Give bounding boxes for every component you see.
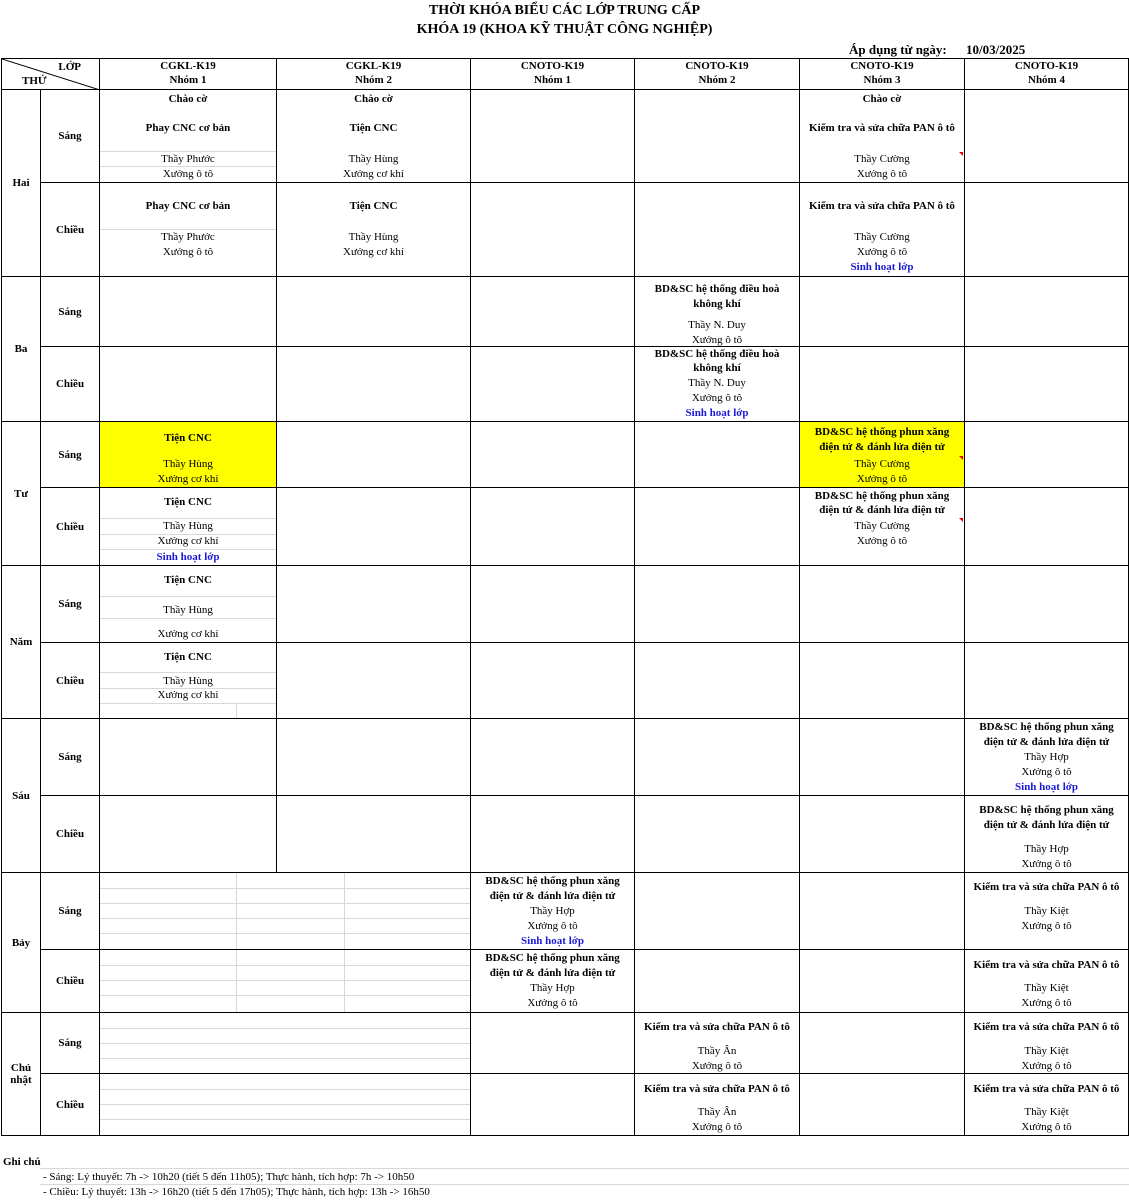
- slot-sau-chieu-cnoto3: [800, 796, 965, 873]
- corner-header: [2, 59, 100, 90]
- col-header-3: CNOTO-K19 Nhóm 1: [471, 59, 635, 90]
- slot-hai-sang-cgkl2: Chào cờ Tiện CNC Thầy Hùng Xưởng cơ khí: [277, 90, 471, 183]
- col-header-5: CNOTO-K19 Nhóm 3: [800, 59, 965, 90]
- slot-ba-sang-cnoto3: [800, 277, 965, 347]
- slot-cn-sang-cnoto1: [471, 1013, 635, 1074]
- slot-nam-chieu-cnoto3: [800, 643, 965, 719]
- slot-hai-chieu-cgkl2: Tiện CNC Thầy Hùng Xưởng cơ khí: [277, 183, 471, 277]
- apply-date-label: Áp dụng từ ngày:: [849, 42, 947, 57]
- slot-tu-chieu-cnoto4: [965, 488, 1129, 566]
- slot-nam-sang-cgkl2: [277, 566, 471, 643]
- slot-sau-chieu-cnoto4: BD&SC hệ thống phun xăng điện tử & đánh lửa điện tử Thầy Hợp Xưởng ô tô: [965, 796, 1129, 873]
- col-header-1: CGKL-K19 Nhóm 1: [100, 59, 277, 90]
- slot-bay-chieu-cnoto3: [800, 950, 965, 1013]
- col-header-4: CNOTO-K19 Nhóm 2: [635, 59, 800, 90]
- slot-tu-chieu-cgkl1: Tiện CNC Thầy Hùng Xưởng cơ khí Sinh hoạt lớp: [100, 488, 277, 566]
- notes-label: Ghi chú: [3, 1156, 41, 1168]
- schedule-title: THỜI KHÓA BIỂU CÁC LỚP TRUNG CẤP: [428, 3, 701, 18]
- slot-sau-sang-cnoto2: [635, 719, 800, 796]
- slot-bay-chieu-cnoto2: [635, 950, 800, 1013]
- slot-bay-chieu-cnoto4: Kiểm tra và sửa chữa PAN ô tô Thầy Kiệt Xưởng ô tô: [965, 950, 1129, 1013]
- slot-sau-chieu-cgkl1: [100, 796, 277, 873]
- timetable: [1, 58, 1129, 1136]
- col-header-2: CGKL-K19 Nhóm 2: [277, 59, 471, 90]
- slot-sau-sang-cnoto1: [471, 719, 635, 796]
- session-afternoon: Chiều: [41, 643, 100, 719]
- slot-tu-chieu-cnoto1: [471, 488, 635, 566]
- slot-ba-chieu-cnoto2: BD&SC hệ thống điều hoà không khí Thầy N. Duy Xưởng ô tô Sinh hoạt lớp: [635, 347, 800, 422]
- day-bay: Bảy: [2, 873, 41, 1013]
- slot-cn-sang-cnoto4: Kiểm tra và sửa chữa PAN ô tô Thầy Kiệt Xưởng ô tô: [965, 1013, 1129, 1074]
- slot-ba-sang-cgkl2: [277, 277, 471, 347]
- slot-bay-sang-cnoto3: [800, 873, 965, 950]
- slot-cn-chieu-cgkl: [100, 1074, 471, 1136]
- slot-hai-chieu-cnoto4: [965, 183, 1129, 277]
- session-morning: Sáng: [41, 90, 100, 183]
- slot-tu-chieu-cnoto2: [635, 488, 800, 566]
- slot-ba-sang-cnoto1: [471, 277, 635, 347]
- session-morning: Sáng: [41, 873, 100, 950]
- slot-hai-sang-cnoto4: [965, 90, 1129, 183]
- slot-hai-chieu-cnoto3: Kiểm tra và sửa chữa PAN ô tô Thầy Cường Xưởng ô tô Sinh hoạt lớp: [800, 183, 965, 277]
- session-morning: Sáng: [41, 277, 100, 347]
- slot-nam-chieu-cgkl1: Tiện CNC Thầy Hùng Xưởng cơ khí: [100, 643, 277, 719]
- slot-sau-sang-cgkl1: [100, 719, 277, 796]
- slot-nam-sang-cnoto1: [471, 566, 635, 643]
- slot-sau-sang-cnoto4: BD&SC hệ thống phun xăng điện tử & đánh lửa điện tử Thầy Hợp Xưởng ô tô Sinh hoạt lớp: [965, 719, 1129, 796]
- note-afternoon: - Chiều: Lý thuyết: 13h -> 16h20 (tiết 5 đến 17h05); Thực hành, tích hợp: 13h -> 16h50: [43, 1186, 430, 1198]
- session-afternoon: Chiều: [41, 347, 100, 422]
- slot-cn-sang-cgkl: [100, 1013, 471, 1074]
- comment-marker: [959, 518, 963, 522]
- slot-tu-sang-cgkl1: Tiện CNC Thầy Hùng Xưởng cơ khí: [100, 422, 277, 488]
- slot-sau-sang-cgkl2: [277, 719, 471, 796]
- comment-marker: [959, 152, 963, 156]
- slot-hai-sang-cnoto3: Chào cờ Kiểm tra và sửa chữa PAN ô tô Thầy Cường Xưởng ô tô: [800, 90, 965, 183]
- slot-tu-sang-cgkl2: [277, 422, 471, 488]
- slot-tu-chieu-cgkl2: [277, 488, 471, 566]
- slot-tu-sang-cnoto1: [471, 422, 635, 488]
- slot-hai-sang-cnoto1: [471, 90, 635, 183]
- corner-lop: LỚP: [58, 61, 81, 73]
- slot-tu-chieu-cnoto3: BD&SC hệ thống phun xăng điện tử & đánh lửa điện tử Thầy Cường Xưởng ô tô: [800, 488, 965, 566]
- slot-hai-sang-cnoto2: [635, 90, 800, 183]
- session-morning: Sáng: [41, 719, 100, 796]
- slot-nam-sang-cnoto2: [635, 566, 800, 643]
- comment-marker: [959, 456, 963, 460]
- slot-cn-chieu-cnoto4: Kiểm tra và sửa chữa PAN ô tô Thầy Kiệt Xưởng ô tô: [965, 1074, 1129, 1136]
- notes-divider: [40, 1184, 1129, 1185]
- slot-ba-sang-cnoto4: [965, 277, 1129, 347]
- note-morning: - Sáng: Lý thuyết: 7h -> 10h20 (tiết 5 đến 11h05); Thực hành, tích hợp: 7h -> 10h50: [43, 1171, 415, 1183]
- day-chu-nhat: Chủ nhật: [2, 1013, 41, 1136]
- slot-cn-sang-cnoto3: [800, 1013, 965, 1074]
- session-morning: Sáng: [41, 1013, 100, 1074]
- slot-bay-sang-cnoto1: BD&SC hệ thống phun xăng điện tử & đánh lửa điện tử Thầy Hợp Xưởng ô tô Sinh hoạt lớp: [471, 873, 635, 950]
- slot-ba-chieu-cnoto1: [471, 347, 635, 422]
- day-ba: Ba: [2, 277, 41, 422]
- slot-hai-sang-cgkl1: Chào cờ Phay CNC cơ bản Thầy Phước Xưởng ô tô: [100, 90, 277, 183]
- slot-tu-sang-cnoto2: [635, 422, 800, 488]
- day-sau: Sáu: [2, 719, 41, 873]
- slot-sau-sang-cnoto3: [800, 719, 965, 796]
- slot-nam-chieu-cnoto1: [471, 643, 635, 719]
- slot-ba-chieu-cnoto3: [800, 347, 965, 422]
- day-hai: Hai: [2, 90, 41, 277]
- slot-bay-sang-cnoto2: [635, 873, 800, 950]
- slot-sau-chieu-cnoto2: [635, 796, 800, 873]
- slot-hai-chieu-cgkl1: Phay CNC cơ bản Thầy Phước Xưởng ô tô: [100, 183, 277, 277]
- slot-cn-sang-cnoto2: Kiểm tra và sửa chữa PAN ô tô Thầy Ân Xưởng ô tô: [635, 1013, 800, 1074]
- slot-nam-chieu-cgkl2: [277, 643, 471, 719]
- slot-ba-chieu-cnoto4: [965, 347, 1129, 422]
- slot-sau-chieu-cnoto1: [471, 796, 635, 873]
- slot-cn-chieu-cnoto3: [800, 1074, 965, 1136]
- slot-hai-chieu-cnoto1: [471, 183, 635, 277]
- schedule-subtitle: KHÓA 19 (KHOA KỸ THUẬT CÔNG NGHIỆP): [416, 22, 713, 37]
- slot-ba-sang-cgkl1: [100, 277, 277, 347]
- day-nam: Năm: [2, 566, 41, 719]
- session-afternoon: Chiều: [41, 796, 100, 873]
- slot-cn-chieu-cnoto1: [471, 1074, 635, 1136]
- day-tu: Tư: [2, 422, 41, 566]
- slot-ba-sang-cnoto2: BD&SC hệ thống điều hoà không khí Thầy N. Duy Xưởng ô tô: [635, 277, 800, 347]
- slot-hai-chieu-cnoto2: [635, 183, 800, 277]
- slot-bay-sang-cgkl: [100, 873, 471, 950]
- slot-ba-chieu-cgkl2: [277, 347, 471, 422]
- slot-bay-sang-cnoto4: Kiểm tra và sửa chữa PAN ô tô Thầy Kiệt Xưởng ô tô: [965, 873, 1129, 950]
- session-afternoon: Chiều: [41, 1074, 100, 1136]
- slot-nam-sang-cnoto4: [965, 566, 1129, 643]
- slot-nam-chieu-cnoto4: [965, 643, 1129, 719]
- col-header-6: CNOTO-K19 Nhóm 4: [965, 59, 1129, 90]
- slot-nam-sang-cnoto3: [800, 566, 965, 643]
- corner-diagonal: [2, 59, 100, 90]
- slot-nam-sang-cgkl1: Tiện CNC Thầy Hùng Xưởng cơ khí: [100, 566, 277, 643]
- slot-bay-chieu-cgkl: [100, 950, 471, 1013]
- slot-nam-chieu-cnoto2: [635, 643, 800, 719]
- slot-sau-chieu-cgkl2: [277, 796, 471, 873]
- session-afternoon: Chiều: [41, 183, 100, 277]
- slot-tu-sang-cnoto4: [965, 422, 1129, 488]
- session-morning: Sáng: [41, 566, 100, 643]
- slot-tu-sang-cnoto3: BD&SC hệ thống phun xăng điện tử & đánh lửa điện tử Thầy Cường Xưởng ô tô: [800, 422, 965, 488]
- slot-cn-chieu-cnoto2: Kiểm tra và sửa chữa PAN ô tô Thầy Ân Xưởng ô tô: [635, 1074, 800, 1136]
- apply-date-value: 10/03/2025: [966, 42, 1026, 57]
- slot-bay-chieu-cnoto1: BD&SC hệ thống phun xăng điện tử & đánh lửa điện tử Thầy Hợp Xưởng ô tô: [471, 950, 635, 1013]
- corner-thu: THỨ: [22, 75, 47, 87]
- slot-ba-chieu-cgkl1: [100, 347, 277, 422]
- session-morning: Sáng: [41, 422, 100, 488]
- session-afternoon: Chiều: [41, 488, 100, 566]
- notes-divider: [40, 1168, 1129, 1169]
- session-afternoon: Chiều: [41, 950, 100, 1013]
